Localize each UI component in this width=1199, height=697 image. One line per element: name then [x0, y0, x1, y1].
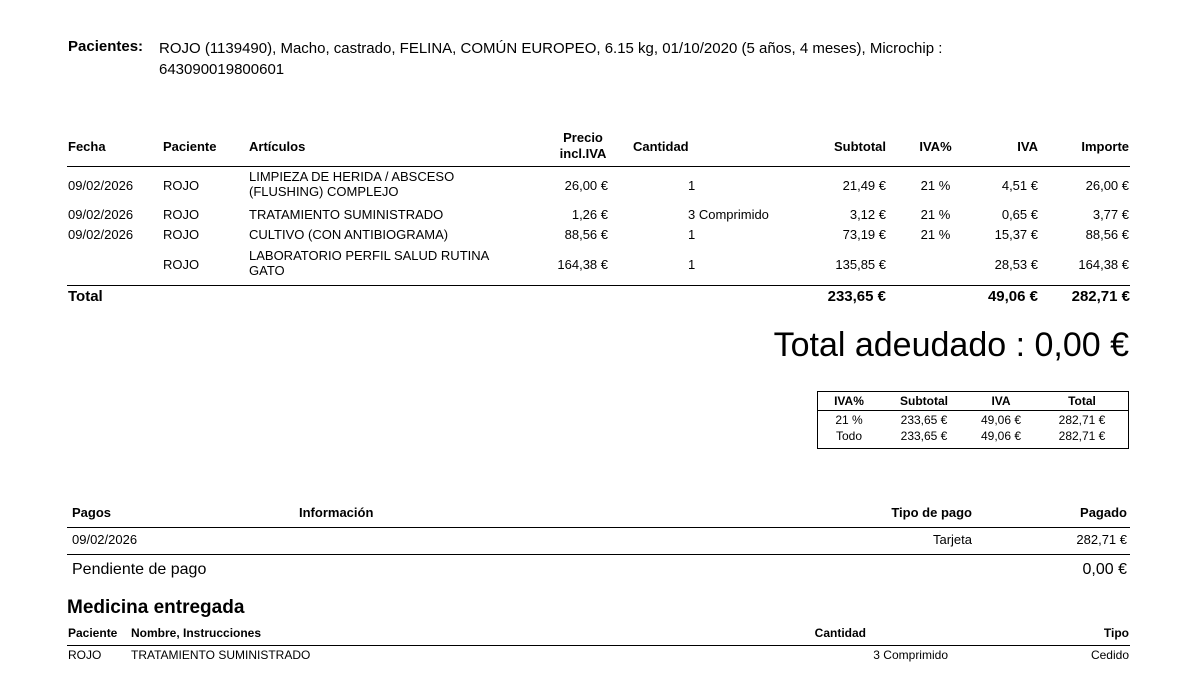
- payments-header-info: Información: [299, 505, 374, 520]
- payments-header-pagos: Pagos: [72, 505, 112, 520]
- col-header-subtotal: Subtotal: [834, 139, 886, 154]
- col-header-fecha: Fecha: [68, 139, 106, 154]
- vat-header-iva: IVA: [991, 394, 1011, 408]
- patient-details-line1: ROJO (1139490), Macho, castrado, FELINA, COMÚN EUROPEO, 6.15 kg, 01/10/2020 (5 años, 4 meses), Microchip :: [159, 40, 943, 57]
- table-total-divider: [67, 285, 1130, 286]
- vat-header-pct: IVA%: [834, 394, 864, 408]
- total-label: Total: [68, 288, 103, 305]
- payments-header-pagado: Pagado: [1080, 505, 1127, 520]
- patient-label: Pacientes:: [68, 38, 144, 55]
- vat-header-subtotal: Subtotal: [900, 394, 948, 408]
- payments-divider: [67, 554, 1130, 555]
- pending-label: Pendiente de pago: [72, 561, 207, 578]
- medicine-header-paciente: Paciente: [68, 626, 118, 640]
- col-header-cantidad: Cantidad: [633, 139, 689, 154]
- vat-summary-box: IVA% Subtotal IVA Total 21 % 233,65 € 49,06 € 282,71 € Todo 233,65 € 49,06 € 282,71 €: [817, 391, 1129, 449]
- col-header-articulos: Artículos: [249, 139, 306, 154]
- vat-header-divider: [818, 410, 1128, 411]
- table-header-divider: [67, 166, 1130, 167]
- patient-details: [159, 38, 1119, 80]
- total-subtotal: 233,65 €: [827, 288, 886, 305]
- col-header-paciente: Paciente: [163, 139, 217, 154]
- pending-value: 0,00 €: [1082, 561, 1127, 578]
- medicine-header-divider: [67, 645, 1130, 646]
- vat-header-total: Total: [1068, 394, 1096, 408]
- payments-header-divider: [67, 527, 1130, 528]
- col-header-iva: IVA: [1017, 139, 1038, 154]
- col-header-iva-pct: IVA%: [919, 139, 952, 154]
- medicine-title: Medicina entregada: [67, 597, 245, 618]
- total-importe: 282,71 €: [1071, 288, 1130, 305]
- col-header-precio: Precio incl.IVA: [559, 130, 607, 161]
- medicine-header-cantidad: Cantidad: [814, 626, 866, 640]
- total-iva: 49,06 €: [987, 288, 1038, 305]
- medicine-header-nombre: Nombre, Instrucciones: [131, 626, 262, 640]
- total-owed: Total adeudado : 0,00 €: [773, 326, 1129, 364]
- patient-details-line2: 643090019800601: [159, 61, 285, 78]
- payments-header-tipo: Tipo de pago: [891, 505, 972, 520]
- col-header-importe: Importe: [1081, 139, 1129, 154]
- medicine-header-tipo: Tipo: [1103, 626, 1129, 640]
